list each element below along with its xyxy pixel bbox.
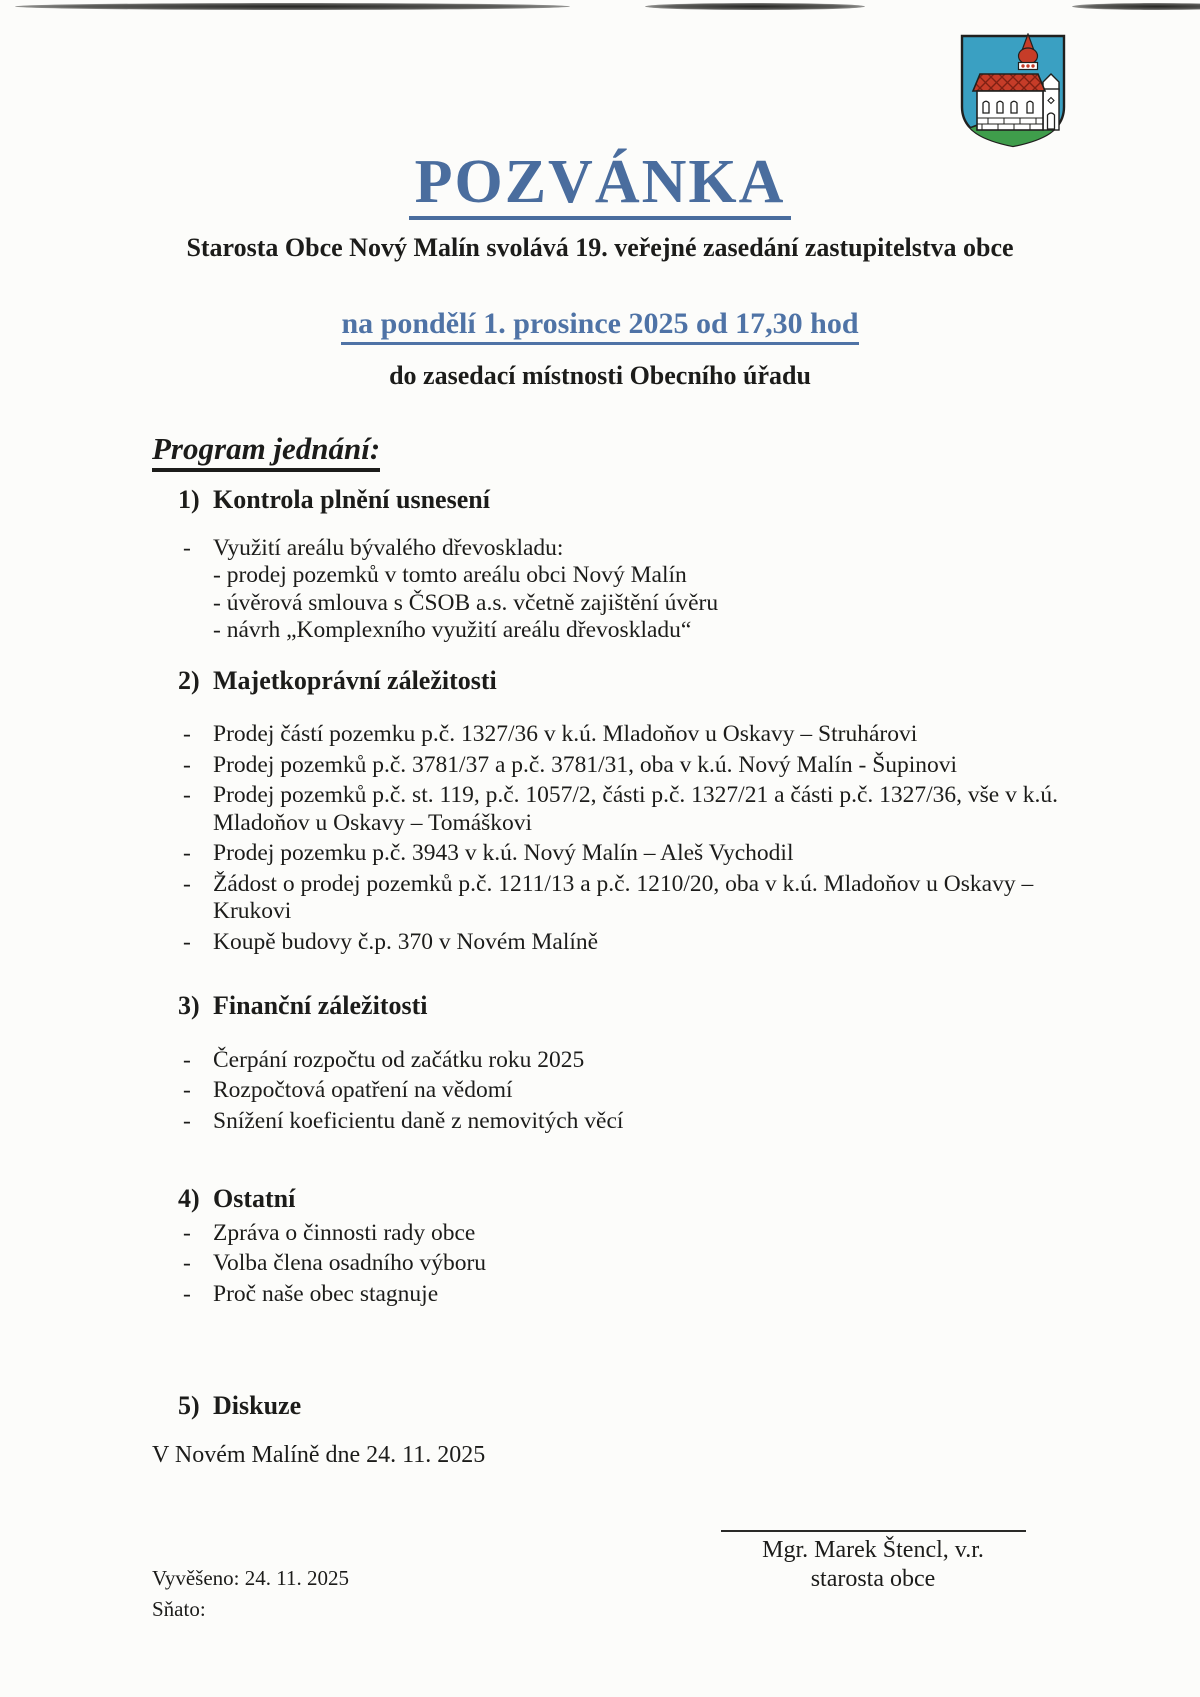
agenda-item-text: Rozpočtová opatření na vědomí <box>213 1077 513 1104</box>
section-title <box>152 1390 1115 1423</box>
agenda-item-text: Žádost o prodej pozemků p.č. 1211/13 a p.č. 1210/20, oba v k.ú. Mladoňov u Oskavy – Krukovi <box>213 870 1034 925</box>
section-title <box>152 990 1115 1023</box>
section-title <box>152 665 1115 698</box>
section-number: 2) <box>178 665 200 695</box>
agenda-item <box>152 1250 1115 1278</box>
agenda-item <box>152 1077 1115 1105</box>
removed-date-line: Sňato: <box>152 1597 206 1621</box>
church-nave <box>977 91 1043 130</box>
section-title <box>152 484 1115 517</box>
section-label: Ostatní <box>213 1184 296 1214</box>
bullet-dash: - <box>183 1077 191 1104</box>
section-items <box>152 535 1115 645</box>
signatory-name: Mgr. Marek Štencl, v.r. <box>762 1537 984 1563</box>
agenda-item <box>152 721 1115 749</box>
place-date-line: V Novém Malíně dne 24. 11. 2025 <box>152 1442 486 1468</box>
posted-date-line: Vyvěšeno: 24. 11. 2025 <box>152 1566 349 1590</box>
program-section <box>152 484 1115 645</box>
agenda-item <box>152 929 1115 957</box>
agenda-item-text: Proč naše obec stagnuje <box>213 1280 439 1307</box>
agenda-subitem-text: - prodej pozemků v tomto areálu obci Nový Malín <box>213 562 687 589</box>
church-roof <box>973 74 1045 91</box>
bullet-dash: - <box>183 928 191 955</box>
church-annex <box>1043 74 1059 130</box>
program-section <box>152 665 1115 957</box>
signatory-role: starosta obce <box>810 1566 936 1592</box>
agenda-item-text: Zpráva o činnosti rady obce <box>213 1219 476 1246</box>
agenda-item-text: Využití areálu bývalého dřevoskladu: - prodej pozemků v tomto areálu obci Nový Malín - úvěrová smlouva s ČSOB a.s. včetně zajištění úvěru - návrh „Komplexního využití areálu dřevoskladu“ <box>213 535 1115 645</box>
agenda-subitem-text: - úvěrová smlouva s ČSOB a.s. včetně zajištění úvěru <box>213 589 719 616</box>
bullet-dash: - <box>183 1280 191 1307</box>
section-title <box>152 1183 1115 1216</box>
agenda-item-text: Snížení koeficientu daně z nemovitých věcí <box>213 1107 624 1134</box>
bullet-dash: - <box>183 782 191 809</box>
meeting-location-line: do zasedací místnosti Obecního úřadu <box>389 361 811 391</box>
signature-block <box>668 1530 1078 1593</box>
section-number: 5) <box>178 1391 200 1421</box>
agenda-subitem-text: - návrh „Komplexního využití areálu dřevoskladu“ <box>213 617 692 644</box>
bullet-dash: - <box>183 1107 191 1134</box>
bullet-dash: - <box>183 1046 191 1073</box>
agenda-item <box>152 840 1115 868</box>
program-section <box>152 990 1115 1135</box>
agenda-item <box>152 752 1115 780</box>
section-label: Kontrola plnění usnesení <box>213 485 490 515</box>
agenda-item-text: Prodej pozemků p.č. 3781/37 a p.č. 3781/31, oba v k.ú. Nový Malín - Šupinovi <box>213 751 958 778</box>
program-heading: Program jednání: <box>152 431 380 472</box>
bullet-dash: - <box>183 1250 191 1277</box>
agenda-item-text: Prodej částí pozemku p.č. 1327/36 v k.ú. Mladoňov u Oskavy – Struhárovi <box>213 721 918 748</box>
agenda-item-text: Koupě budovy č.p. 370 v Novém Malíně <box>213 928 599 955</box>
agenda-item <box>152 1220 1115 1248</box>
section-label: Finanční záležitosti <box>213 991 428 1021</box>
section-items <box>152 1220 1115 1309</box>
section-label: Majetkoprávní záležitosti <box>213 665 497 695</box>
section-items <box>152 721 1115 956</box>
meeting-date-line: na pondělí 1. prosince 2025 od 17,30 hod <box>341 307 858 345</box>
section-label: Diskuze <box>213 1391 302 1421</box>
agenda-item <box>152 871 1115 926</box>
section-number: 3) <box>178 991 200 1021</box>
program-section <box>152 1390 1115 1423</box>
agenda-item-text: Prodej pozemku p.č. 3943 v k.ú. Nový Malín – Aleš Vychodil <box>213 840 794 867</box>
section-number: 4) <box>178 1184 200 1214</box>
scan-artifact-line <box>15 3 570 10</box>
agenda-item-text: Prodej pozemků p.č. st. 119, p.č. 1057/2, části p.č. 1327/21 a části p.č. 1327/36, vše v k.ú. Mladoňov u Oskavy – Tomáškovi <box>213 782 1058 836</box>
agenda-item <box>152 782 1115 837</box>
bullet-dash: - <box>183 751 191 778</box>
bullet-dash: - <box>183 721 191 748</box>
section-items <box>152 1047 1115 1136</box>
agenda-item-text: Volba člena osadního výboru <box>213 1250 487 1277</box>
bullet-dash: - <box>183 870 191 897</box>
scan-artifact-line <box>645 3 865 10</box>
agenda-item <box>152 535 1115 645</box>
document-body <box>0 391 1200 1423</box>
coat-of-arms-icon <box>958 33 1068 149</box>
section-number: 1) <box>178 485 200 515</box>
agenda-item-text: Čerpání rozpočtu od začátku roku 2025 <box>213 1046 585 1073</box>
agenda-item <box>152 1281 1115 1309</box>
bullet-dash: - <box>183 1219 191 1246</box>
agenda-item <box>152 1047 1115 1075</box>
program-sections <box>152 484 1115 1423</box>
bullet-dash: - <box>183 840 191 867</box>
program-section <box>152 1183 1115 1308</box>
convocation-line: Starosta Obce Nový Malín svolává 19. veřejné zasedání zastupitelstva obce <box>186 233 1014 263</box>
bullet-dash: - <box>183 534 191 561</box>
page-title: POZVÁNKA <box>409 150 792 220</box>
signature-line <box>721 1530 1026 1532</box>
agenda-item <box>152 1108 1115 1136</box>
